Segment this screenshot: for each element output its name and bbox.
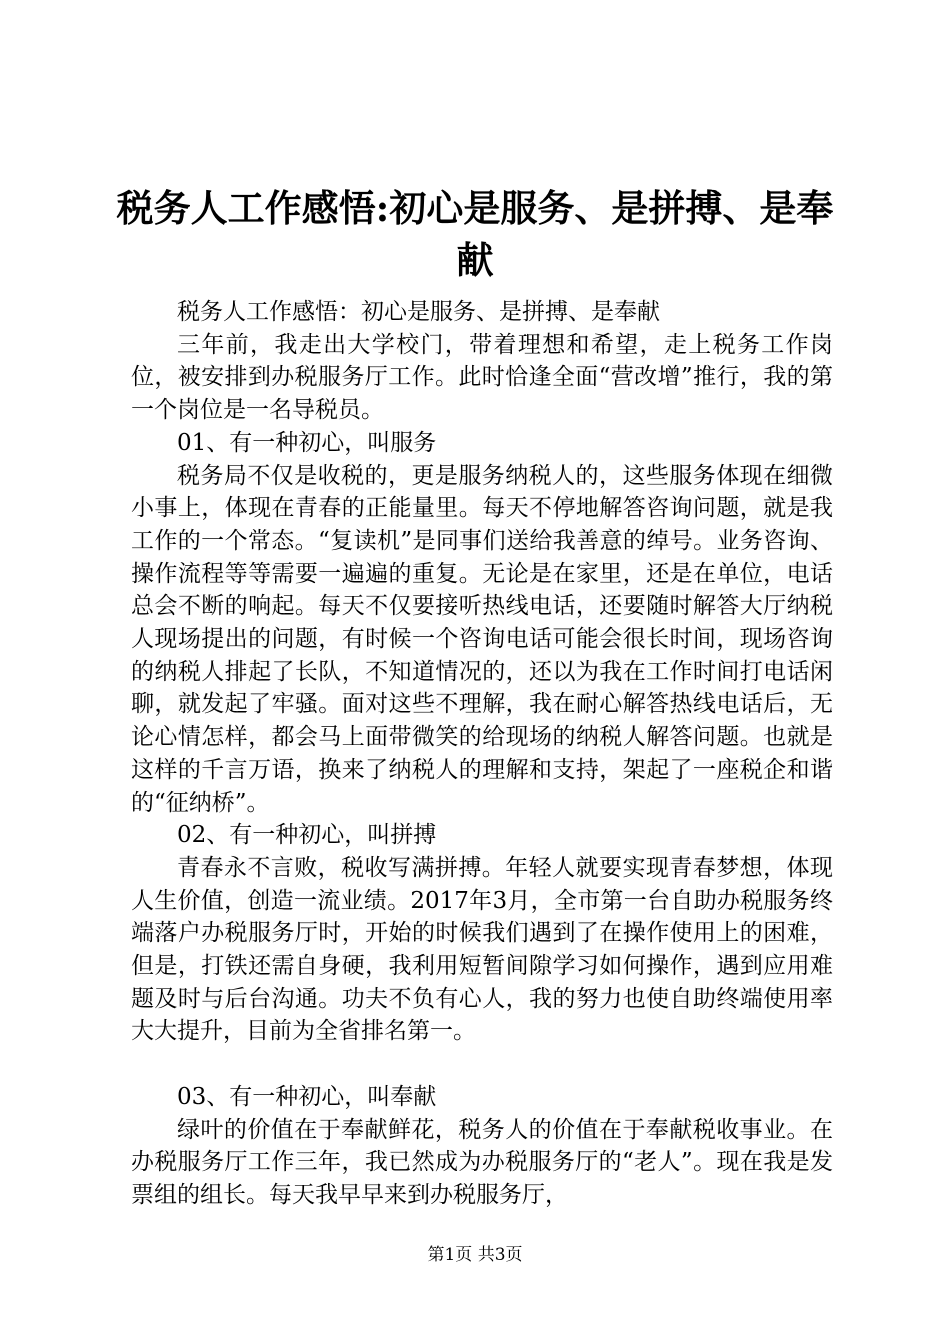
title-line-1: 税务人工作感悟:初心是服务、是拼搏、是奉 <box>116 186 834 230</box>
service-paragraph: 税务局不仅是收税的，更是服务纳税人的，这些服务体现在细微小事上，体现在青春的正能量里。每天不停地解答咨询问题，就是我工作的一个常态。“复读机”是同事们送给我善意的绰号。业务咨询、操作流程等等需要一遍遍的重复。无论是在家里，还是在单位，电话总会不断的响起。每天不仅要接听热线电话，还要随时解答大厅纳税人现场提出的问题，有时候一个咨询电话可能会很长时间，现场咨询的纳税人排起了长队，不知道情况的，还以为我在工作时间打电话闲聊，就发起了牢骚。面对这些不理解，我在耐心解答热线电话后，无论心情怎样，都会马上面带微笑的给现场的纳税人解答问题。也就是这样的千言万语，换来了纳税人的理解和支持，架起了一座税企和谐的“征纳桥”。 <box>131 462 833 816</box>
page-number-footer: 第1页 共3页 <box>427 1245 523 1265</box>
dedication-paragraph: 绿叶的价值在于奉献鲜花，税务人的价值在于奉献税收事业。在办税服务厅工作三年，我已然成为办税服务厅的“老人”。现在我是发票组的组长。每天我早早来到办税服务厅， <box>131 1116 833 1208</box>
document-title <box>0 182 950 286</box>
document-body <box>131 296 833 1212</box>
section-heading-dedication: 03、有一种初心，叫奉献 <box>177 1083 437 1110</box>
section-heading-service: 01、有一种初心，叫服务 <box>177 429 437 456</box>
intro-paragraph: 三年前，我走出大学校门，带着理想和希望，走上税务工作岗位，被安排到办税服务厅工作。此时恰逢全面“营改增”推行，我的第一个岗位是一名导税员。 <box>131 331 833 424</box>
striving-paragraph: 青春永不言败，税收写满拼搏。年轻人就要实现青春梦想，体现人生价值，创造一流业绩。2017年3月，全市第一台自助办税服务终端落户办税服务厅时，开始的时候我们遇到了在操作使用上的困难，但是，打铁还需自身硬，我利用短暂间隙学习如何操作，遇到应用难题及时与后台沟通。功夫不负有心人，我的努力也使自助终端使用率大大提升，目前为全省排名第一。 <box>131 854 833 1045</box>
title-line-2: 献 <box>456 238 494 282</box>
subtitle-paragraph: 税务人工作感悟：初心是服务、是拼搏、是奉献 <box>177 299 660 325</box>
section-heading-striving: 02、有一种初心，叫拼搏 <box>177 822 437 849</box>
